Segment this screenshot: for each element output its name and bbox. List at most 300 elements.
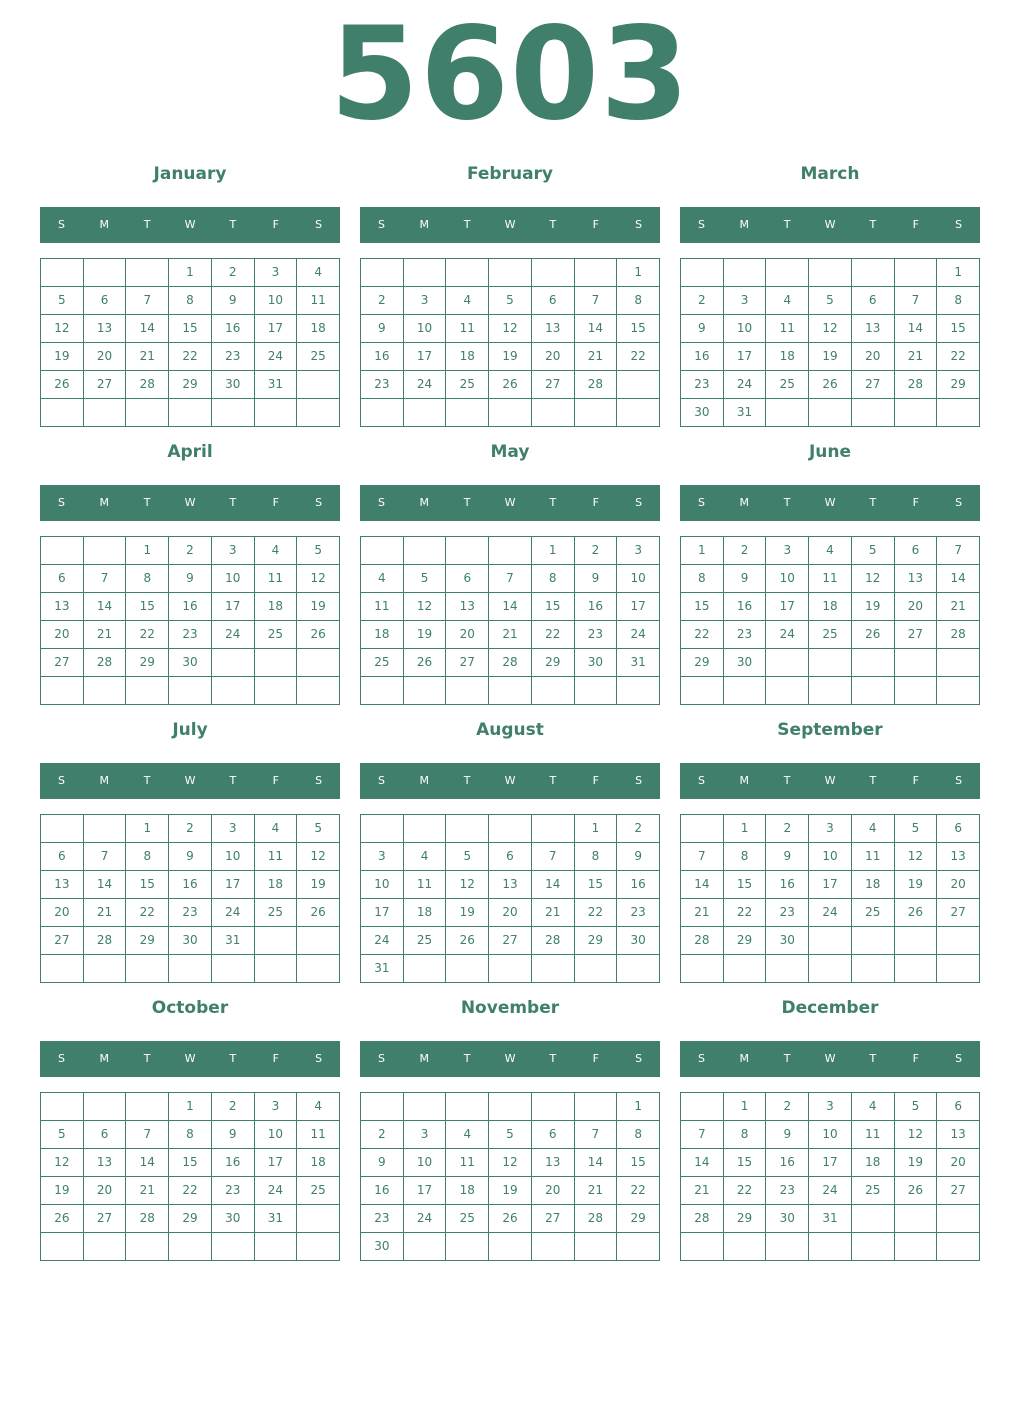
day-cell	[126, 1093, 169, 1121]
day-cell: 22	[126, 899, 169, 927]
day-cell: 5	[895, 1093, 938, 1121]
weekday-label: M	[739, 496, 750, 509]
weekday-label: T	[549, 496, 557, 509]
weekday-label: F	[912, 218, 919, 231]
day-cell: 10	[766, 565, 809, 593]
day-cell: 1	[937, 259, 980, 287]
day-cell: 17	[766, 593, 809, 621]
day-cell	[126, 955, 169, 983]
day-cell: 22	[126, 621, 169, 649]
day-grid	[680, 1092, 980, 1261]
day-cell: 9	[681, 315, 724, 343]
day-cell: 11	[446, 1149, 489, 1177]
day-cell: 22	[617, 1177, 660, 1205]
day-cell	[852, 649, 895, 677]
day-cell: 28	[84, 927, 127, 955]
day-cell	[404, 1093, 447, 1121]
day-cell	[361, 399, 404, 427]
day-cell: 17	[255, 1149, 298, 1177]
day-cell	[724, 677, 767, 705]
day-cell: 20	[41, 899, 84, 927]
day-cell	[937, 1233, 980, 1261]
day-cell: 24	[361, 927, 404, 955]
day-cell: 20	[895, 593, 938, 621]
day-cell: 7	[575, 1121, 618, 1149]
weekday-label: M	[99, 774, 110, 787]
day-cell: 2	[724, 537, 767, 565]
day-cell: 27	[84, 371, 127, 399]
day-cell	[489, 677, 532, 705]
day-cell	[446, 399, 489, 427]
day-cell	[766, 677, 809, 705]
weekday-label: M	[739, 774, 750, 787]
weekday-label: M	[99, 1052, 110, 1065]
day-cell	[809, 927, 852, 955]
day-grid	[360, 1092, 660, 1261]
day-cell: 27	[895, 621, 938, 649]
day-cell: 25	[255, 621, 298, 649]
day-cell: 28	[126, 371, 169, 399]
day-cell: 12	[852, 565, 895, 593]
day-cell	[575, 955, 618, 983]
month-title: August	[476, 720, 544, 740]
weekday-label: T	[783, 218, 791, 231]
day-cell	[532, 955, 575, 983]
day-cell	[575, 677, 618, 705]
day-cell	[255, 955, 298, 983]
month-november	[360, 996, 660, 1261]
month-title: April	[167, 442, 213, 462]
weekday-label: S	[955, 218, 963, 231]
day-cell: 31	[617, 649, 660, 677]
day-cell: 5	[489, 1121, 532, 1149]
day-cell	[617, 399, 660, 427]
day-grid	[680, 258, 980, 427]
day-cell: 20	[84, 343, 127, 371]
day-cell	[937, 1205, 980, 1233]
day-cell: 21	[575, 1177, 618, 1205]
day-cell: 14	[532, 871, 575, 899]
day-cell: 5	[446, 843, 489, 871]
day-cell: 11	[255, 843, 298, 871]
day-cell: 30	[361, 1233, 404, 1261]
day-cell: 28	[575, 371, 618, 399]
day-cell	[852, 1233, 895, 1261]
day-cell: 3	[361, 843, 404, 871]
weekday-header	[360, 1041, 660, 1077]
day-cell: 16	[575, 593, 618, 621]
weekday-label: W	[184, 218, 196, 231]
day-cell: 15	[681, 593, 724, 621]
day-cell: 16	[169, 871, 212, 899]
day-cell	[84, 955, 127, 983]
day-cell: 7	[126, 1121, 169, 1149]
day-cell: 15	[532, 593, 575, 621]
day-cell: 23	[766, 899, 809, 927]
day-cell: 24	[404, 1205, 447, 1233]
day-cell: 8	[126, 565, 169, 593]
day-cell: 28	[895, 371, 938, 399]
day-cell	[404, 537, 447, 565]
day-cell: 22	[937, 343, 980, 371]
day-cell	[446, 1233, 489, 1261]
day-cell: 10	[255, 287, 298, 315]
day-cell: 17	[212, 593, 255, 621]
day-cell: 10	[255, 1121, 298, 1149]
day-cell: 22	[532, 621, 575, 649]
day-cell	[446, 815, 489, 843]
weekday-label: F	[912, 496, 919, 509]
day-cell: 20	[41, 621, 84, 649]
weekday-label: M	[99, 496, 110, 509]
weekday-label: W	[824, 1052, 836, 1065]
day-cell: 5	[809, 287, 852, 315]
day-cell	[361, 259, 404, 287]
day-cell: 4	[297, 259, 340, 287]
day-cell: 19	[446, 899, 489, 927]
day-cell: 12	[489, 1149, 532, 1177]
day-cell: 27	[532, 371, 575, 399]
day-cell: 10	[212, 565, 255, 593]
weekday-header	[40, 485, 340, 521]
day-grid	[680, 814, 980, 983]
day-cell: 27	[937, 1177, 980, 1205]
day-cell: 28	[937, 621, 980, 649]
day-cell: 16	[724, 593, 767, 621]
day-cell: 20	[937, 871, 980, 899]
day-cell	[852, 1205, 895, 1233]
day-cell: 30	[766, 927, 809, 955]
day-cell: 5	[404, 565, 447, 593]
day-cell: 10	[361, 871, 404, 899]
day-cell	[895, 955, 938, 983]
weekday-label: S	[377, 496, 385, 509]
day-cell: 12	[297, 565, 340, 593]
day-cell: 8	[617, 287, 660, 315]
day-cell: 2	[169, 815, 212, 843]
day-cell: 18	[852, 871, 895, 899]
day-cell: 25	[852, 1177, 895, 1205]
day-cell: 20	[446, 621, 489, 649]
month-title: March	[800, 164, 860, 184]
day-cell	[766, 259, 809, 287]
day-cell	[489, 537, 532, 565]
day-cell: 6	[489, 843, 532, 871]
day-cell	[766, 1233, 809, 1261]
day-cell: 18	[446, 1177, 489, 1205]
weekday-header	[680, 207, 980, 243]
weekday-label: W	[184, 774, 196, 787]
day-cell: 2	[766, 1093, 809, 1121]
day-cell: 19	[895, 1149, 938, 1177]
day-cell	[212, 955, 255, 983]
day-cell	[404, 955, 447, 983]
day-cell	[532, 1093, 575, 1121]
weekday-label: S	[57, 218, 65, 231]
day-cell: 27	[852, 371, 895, 399]
weekday-label: T	[869, 1052, 877, 1065]
day-cell	[446, 537, 489, 565]
day-cell: 14	[895, 315, 938, 343]
day-cell: 23	[575, 621, 618, 649]
day-cell: 22	[169, 1177, 212, 1205]
day-cell	[937, 927, 980, 955]
day-cell: 1	[617, 259, 660, 287]
day-cell: 14	[681, 1149, 724, 1177]
day-cell: 4	[446, 287, 489, 315]
day-cell: 23	[361, 1205, 404, 1233]
day-cell: 3	[404, 1121, 447, 1149]
day-cell: 13	[532, 315, 575, 343]
day-cell: 18	[361, 621, 404, 649]
weekday-label: M	[419, 774, 430, 787]
day-cell: 18	[852, 1149, 895, 1177]
month-december	[680, 996, 980, 1261]
weekday-header	[40, 207, 340, 243]
day-cell: 8	[169, 287, 212, 315]
weekday-label: M	[99, 218, 110, 231]
day-cell: 13	[895, 565, 938, 593]
day-cell	[404, 1233, 447, 1261]
day-cell: 15	[169, 1149, 212, 1177]
day-cell	[404, 399, 447, 427]
day-cell	[575, 1093, 618, 1121]
day-cell: 1	[617, 1093, 660, 1121]
day-cell	[895, 399, 938, 427]
weekday-label: F	[272, 774, 279, 787]
day-cell: 9	[212, 1121, 255, 1149]
day-cell: 26	[489, 1205, 532, 1233]
day-cell: 9	[169, 565, 212, 593]
day-cell	[297, 1233, 340, 1261]
day-cell: 16	[169, 593, 212, 621]
day-cell	[255, 1233, 298, 1261]
day-cell: 26	[489, 371, 532, 399]
day-cell: 29	[724, 927, 767, 955]
day-cell	[681, 259, 724, 287]
day-cell: 4	[297, 1093, 340, 1121]
day-cell: 17	[404, 1177, 447, 1205]
day-cell: 12	[404, 593, 447, 621]
day-cell: 7	[532, 843, 575, 871]
day-cell: 15	[617, 1149, 660, 1177]
day-cell: 24	[809, 899, 852, 927]
day-cell	[84, 399, 127, 427]
day-cell: 5	[297, 815, 340, 843]
day-cell: 3	[724, 287, 767, 315]
month-september	[680, 718, 980, 983]
day-cell	[489, 259, 532, 287]
day-cell: 1	[724, 1093, 767, 1121]
day-cell: 23	[681, 371, 724, 399]
day-cell: 17	[255, 315, 298, 343]
day-cell: 11	[852, 1121, 895, 1149]
day-cell: 1	[724, 815, 767, 843]
day-cell: 18	[255, 871, 298, 899]
day-cell: 24	[255, 1177, 298, 1205]
day-cell: 29	[575, 927, 618, 955]
day-cell: 20	[532, 1177, 575, 1205]
weekday-label: W	[504, 218, 516, 231]
day-cell: 3	[617, 537, 660, 565]
day-cell: 4	[852, 1093, 895, 1121]
day-cell	[255, 927, 298, 955]
day-cell: 2	[169, 537, 212, 565]
month-title: December	[781, 998, 879, 1018]
day-cell: 26	[895, 1177, 938, 1205]
day-cell: 24	[809, 1177, 852, 1205]
weekday-label: F	[592, 218, 599, 231]
day-cell	[532, 677, 575, 705]
day-cell	[126, 1233, 169, 1261]
weekday-label: W	[504, 1052, 516, 1065]
day-cell: 27	[446, 649, 489, 677]
weekday-label: S	[955, 774, 963, 787]
day-cell: 1	[126, 815, 169, 843]
day-cell: 30	[212, 371, 255, 399]
day-cell	[446, 955, 489, 983]
day-cell	[532, 399, 575, 427]
month-march	[680, 162, 980, 427]
day-cell	[84, 677, 127, 705]
day-cell: 3	[212, 537, 255, 565]
day-cell	[126, 259, 169, 287]
day-cell: 21	[895, 343, 938, 371]
weekday-label: F	[272, 218, 279, 231]
day-cell	[446, 1093, 489, 1121]
day-cell: 11	[852, 843, 895, 871]
weekday-label: S	[315, 218, 323, 231]
month-february	[360, 162, 660, 427]
day-cell: 6	[41, 565, 84, 593]
day-cell	[575, 259, 618, 287]
day-grid	[40, 258, 340, 427]
day-cell: 23	[361, 371, 404, 399]
weekday-label: T	[463, 774, 471, 787]
day-cell: 23	[169, 621, 212, 649]
day-cell	[361, 537, 404, 565]
day-cell	[937, 955, 980, 983]
day-cell: 11	[255, 565, 298, 593]
day-cell: 7	[937, 537, 980, 565]
day-cell: 17	[404, 343, 447, 371]
day-cell	[41, 677, 84, 705]
day-cell	[681, 677, 724, 705]
day-cell	[404, 259, 447, 287]
day-cell: 29	[532, 649, 575, 677]
day-cell: 15	[126, 593, 169, 621]
day-cell: 1	[169, 259, 212, 287]
day-cell: 19	[297, 871, 340, 899]
weekday-label: T	[783, 1052, 791, 1065]
day-cell: 2	[212, 259, 255, 287]
day-cell: 1	[126, 537, 169, 565]
day-cell: 19	[41, 343, 84, 371]
day-cell	[895, 1233, 938, 1261]
day-cell	[852, 677, 895, 705]
day-cell: 1	[532, 537, 575, 565]
day-cell: 26	[809, 371, 852, 399]
day-cell	[937, 677, 980, 705]
day-cell: 22	[617, 343, 660, 371]
day-cell	[169, 1233, 212, 1261]
weekday-label: F	[592, 1052, 599, 1065]
day-cell: 8	[532, 565, 575, 593]
day-cell: 19	[489, 343, 532, 371]
weekday-label: T	[463, 496, 471, 509]
day-cell	[169, 399, 212, 427]
day-cell: 12	[41, 315, 84, 343]
day-cell	[41, 537, 84, 565]
month-title: July	[172, 720, 208, 740]
day-cell: 15	[126, 871, 169, 899]
weekday-label: S	[315, 1052, 323, 1065]
day-cell: 5	[852, 537, 895, 565]
day-cell: 9	[766, 843, 809, 871]
day-cell	[617, 1233, 660, 1261]
day-cell: 28	[126, 1205, 169, 1233]
day-cell	[489, 955, 532, 983]
day-cell: 9	[169, 843, 212, 871]
weekday-label: W	[824, 774, 836, 787]
weekday-label: M	[419, 496, 430, 509]
day-cell: 13	[41, 871, 84, 899]
day-cell: 10	[404, 315, 447, 343]
weekday-header	[360, 207, 660, 243]
day-cell: 28	[84, 649, 127, 677]
day-cell: 24	[212, 899, 255, 927]
day-cell: 16	[212, 315, 255, 343]
day-cell: 31	[255, 1205, 298, 1233]
day-cell	[84, 815, 127, 843]
day-cell	[809, 677, 852, 705]
month-title: May	[490, 442, 530, 462]
day-cell: 2	[766, 815, 809, 843]
day-cell: 1	[575, 815, 618, 843]
day-cell: 14	[84, 871, 127, 899]
day-cell: 28	[532, 927, 575, 955]
day-cell: 12	[895, 1121, 938, 1149]
day-cell: 17	[724, 343, 767, 371]
month-title: June	[808, 442, 852, 462]
weekday-label: W	[184, 1052, 196, 1065]
day-cell: 13	[937, 843, 980, 871]
day-cell	[617, 371, 660, 399]
weekday-label: T	[143, 1052, 151, 1065]
day-cell: 30	[169, 649, 212, 677]
month-january	[40, 162, 340, 427]
day-cell: 5	[41, 287, 84, 315]
day-cell: 3	[766, 537, 809, 565]
day-cell	[809, 259, 852, 287]
month-title: January	[153, 164, 227, 184]
day-cell: 21	[681, 899, 724, 927]
day-cell	[895, 649, 938, 677]
day-cell	[41, 955, 84, 983]
day-cell: 26	[852, 621, 895, 649]
day-grid	[360, 814, 660, 983]
day-cell: 22	[681, 621, 724, 649]
day-cell: 21	[126, 1177, 169, 1205]
month-may	[360, 440, 660, 705]
day-cell	[446, 677, 489, 705]
day-cell: 24	[212, 621, 255, 649]
weekday-label: S	[697, 496, 705, 509]
day-cell: 26	[895, 899, 938, 927]
day-cell: 16	[766, 1149, 809, 1177]
day-cell	[404, 815, 447, 843]
day-cell: 14	[126, 1149, 169, 1177]
